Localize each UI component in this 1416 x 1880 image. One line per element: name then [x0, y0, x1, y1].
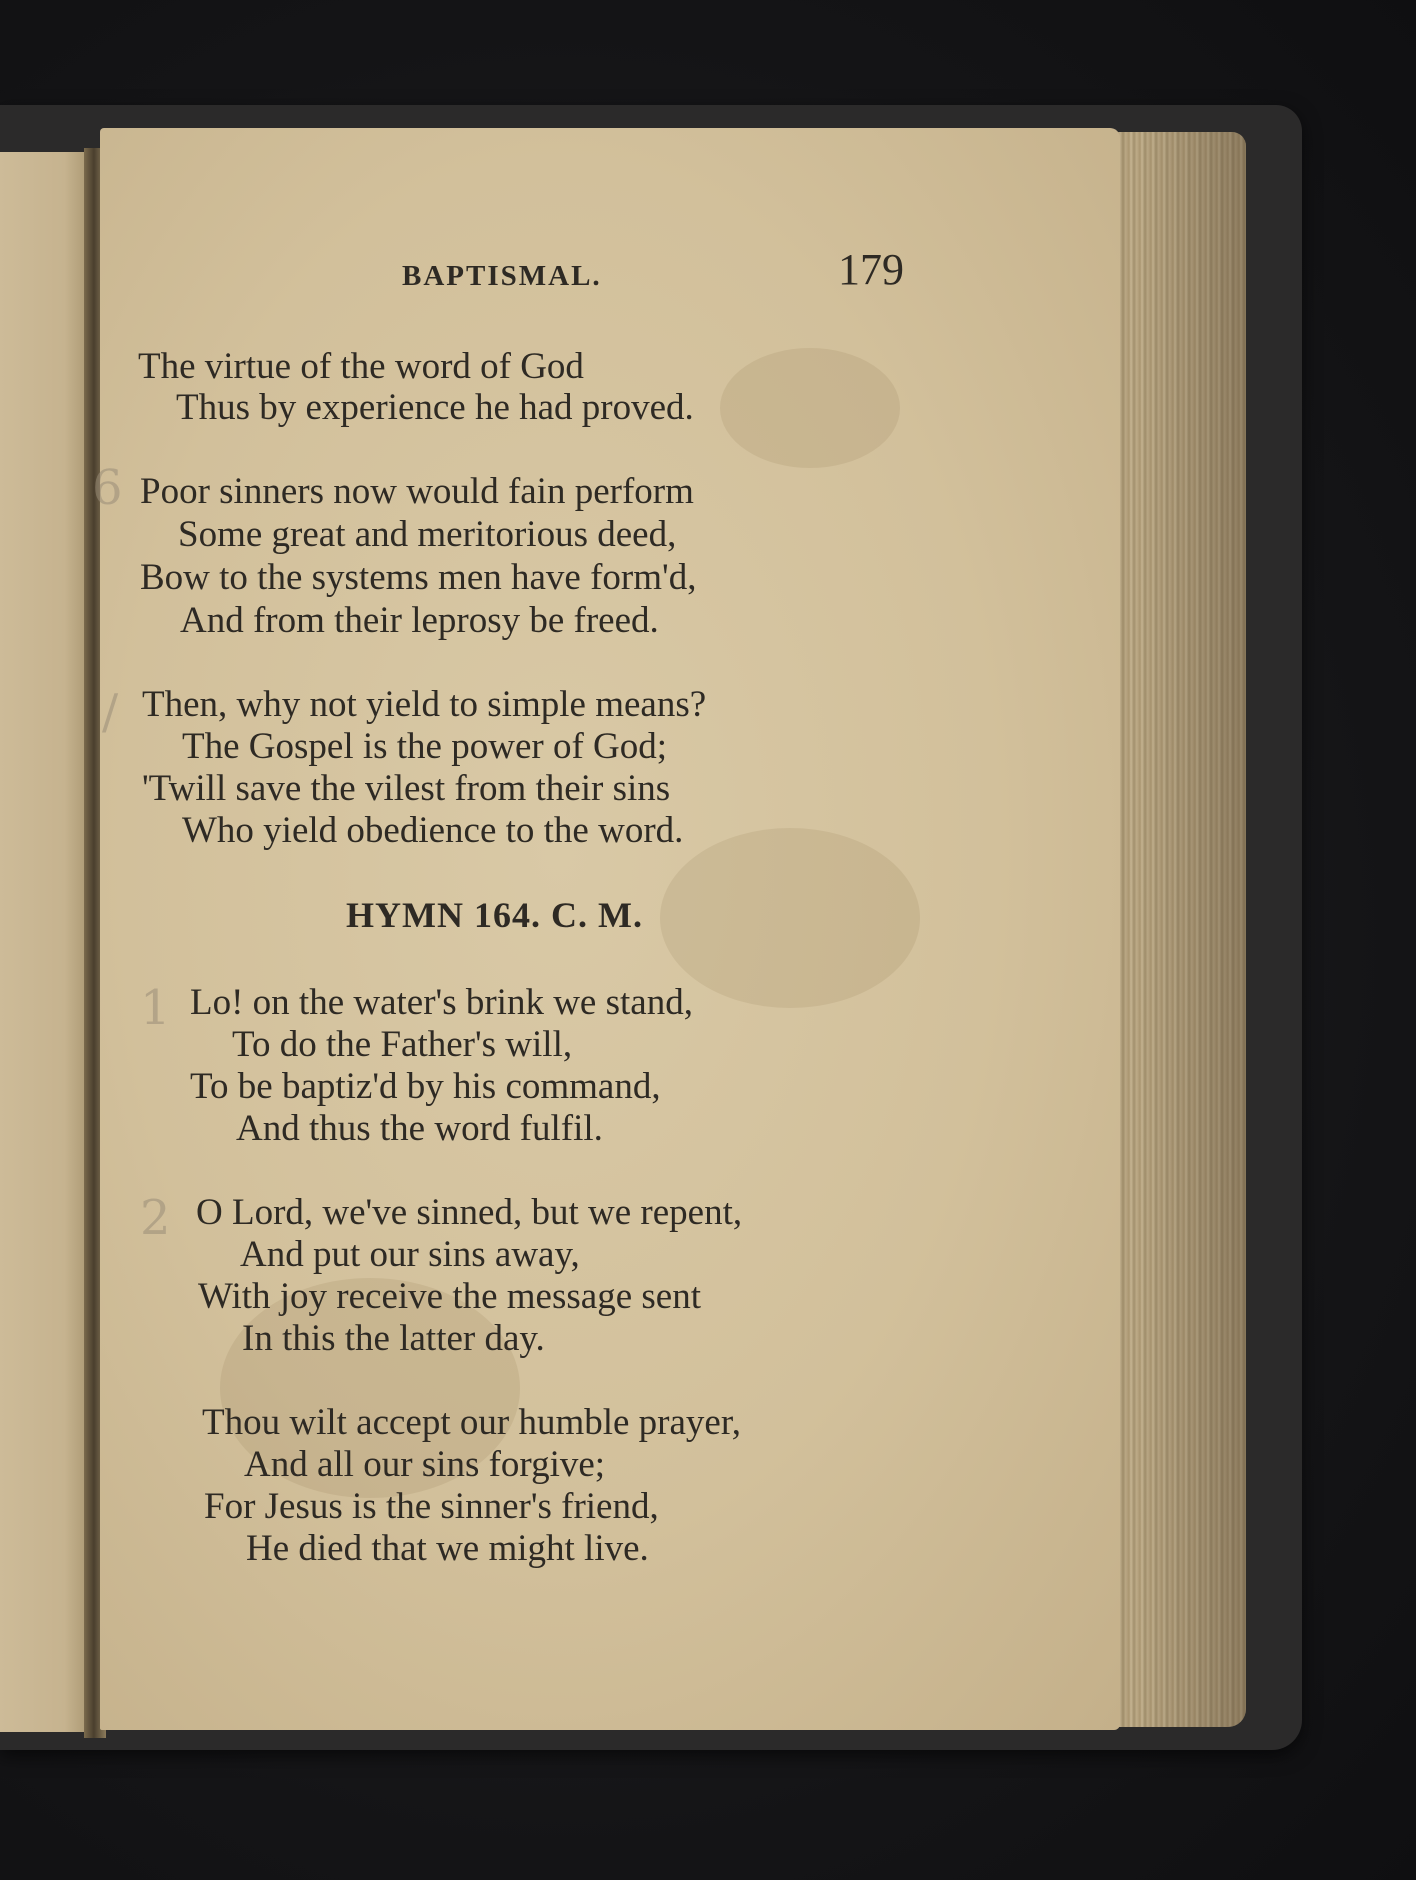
verse-line: To be baptiz'd by his command,	[190, 1066, 661, 1107]
hymn-title: HYMN 164. C. M.	[346, 895, 643, 935]
verse-line: The Gospel is the power of God;	[182, 726, 668, 767]
verse-line: And put our sins away,	[240, 1234, 580, 1275]
verse-line: For Jesus is the sinner's friend,	[204, 1486, 659, 1527]
running-head: BAPTISMAL.	[402, 260, 602, 292]
verse-line: Thus by experience he had proved.	[176, 387, 694, 428]
verse-line: Who yield obedience to the word.	[182, 810, 684, 851]
verse-line: And thus the word fulfil.	[236, 1108, 603, 1149]
verse-line: 'Twill save the vilest from their sins	[142, 768, 671, 809]
verse-line: To do the Father's will,	[232, 1024, 573, 1065]
verse-line: Some great and meritorious deed,	[178, 514, 677, 555]
paper-stain	[720, 348, 900, 468]
paper-stain	[660, 828, 920, 1008]
verse-line: Lo! on the water's brink we stand,	[190, 982, 693, 1023]
pencil-mark: 6	[92, 460, 123, 516]
verse-line: Thou wilt accept our humble prayer,	[202, 1402, 741, 1443]
verse-line: O Lord, we've sinned, but we repent,	[196, 1192, 743, 1233]
verse-line: He died that we might live.	[246, 1528, 649, 1569]
verse-line: And from their leprosy be freed.	[180, 600, 659, 641]
verse-line: With joy receive the message sent	[198, 1276, 701, 1317]
pencil-mark: 2	[140, 1190, 171, 1246]
verse-line: Poor sinners now would fain perform	[140, 471, 694, 512]
verse-line: And all our sins forgive;	[244, 1444, 606, 1485]
verse-line: Then, why not yield to simple means?	[142, 684, 707, 725]
verse-line: The virtue of the word of God	[138, 346, 584, 387]
left-page-edge	[0, 152, 92, 1732]
pencil-mark: 1	[140, 980, 171, 1036]
pencil-mark: /	[102, 684, 119, 740]
verse-line: In this the latter day.	[242, 1318, 545, 1359]
verse-line: Bow to the systems men have form'd,	[140, 557, 697, 598]
page-number: 179	[838, 245, 904, 294]
